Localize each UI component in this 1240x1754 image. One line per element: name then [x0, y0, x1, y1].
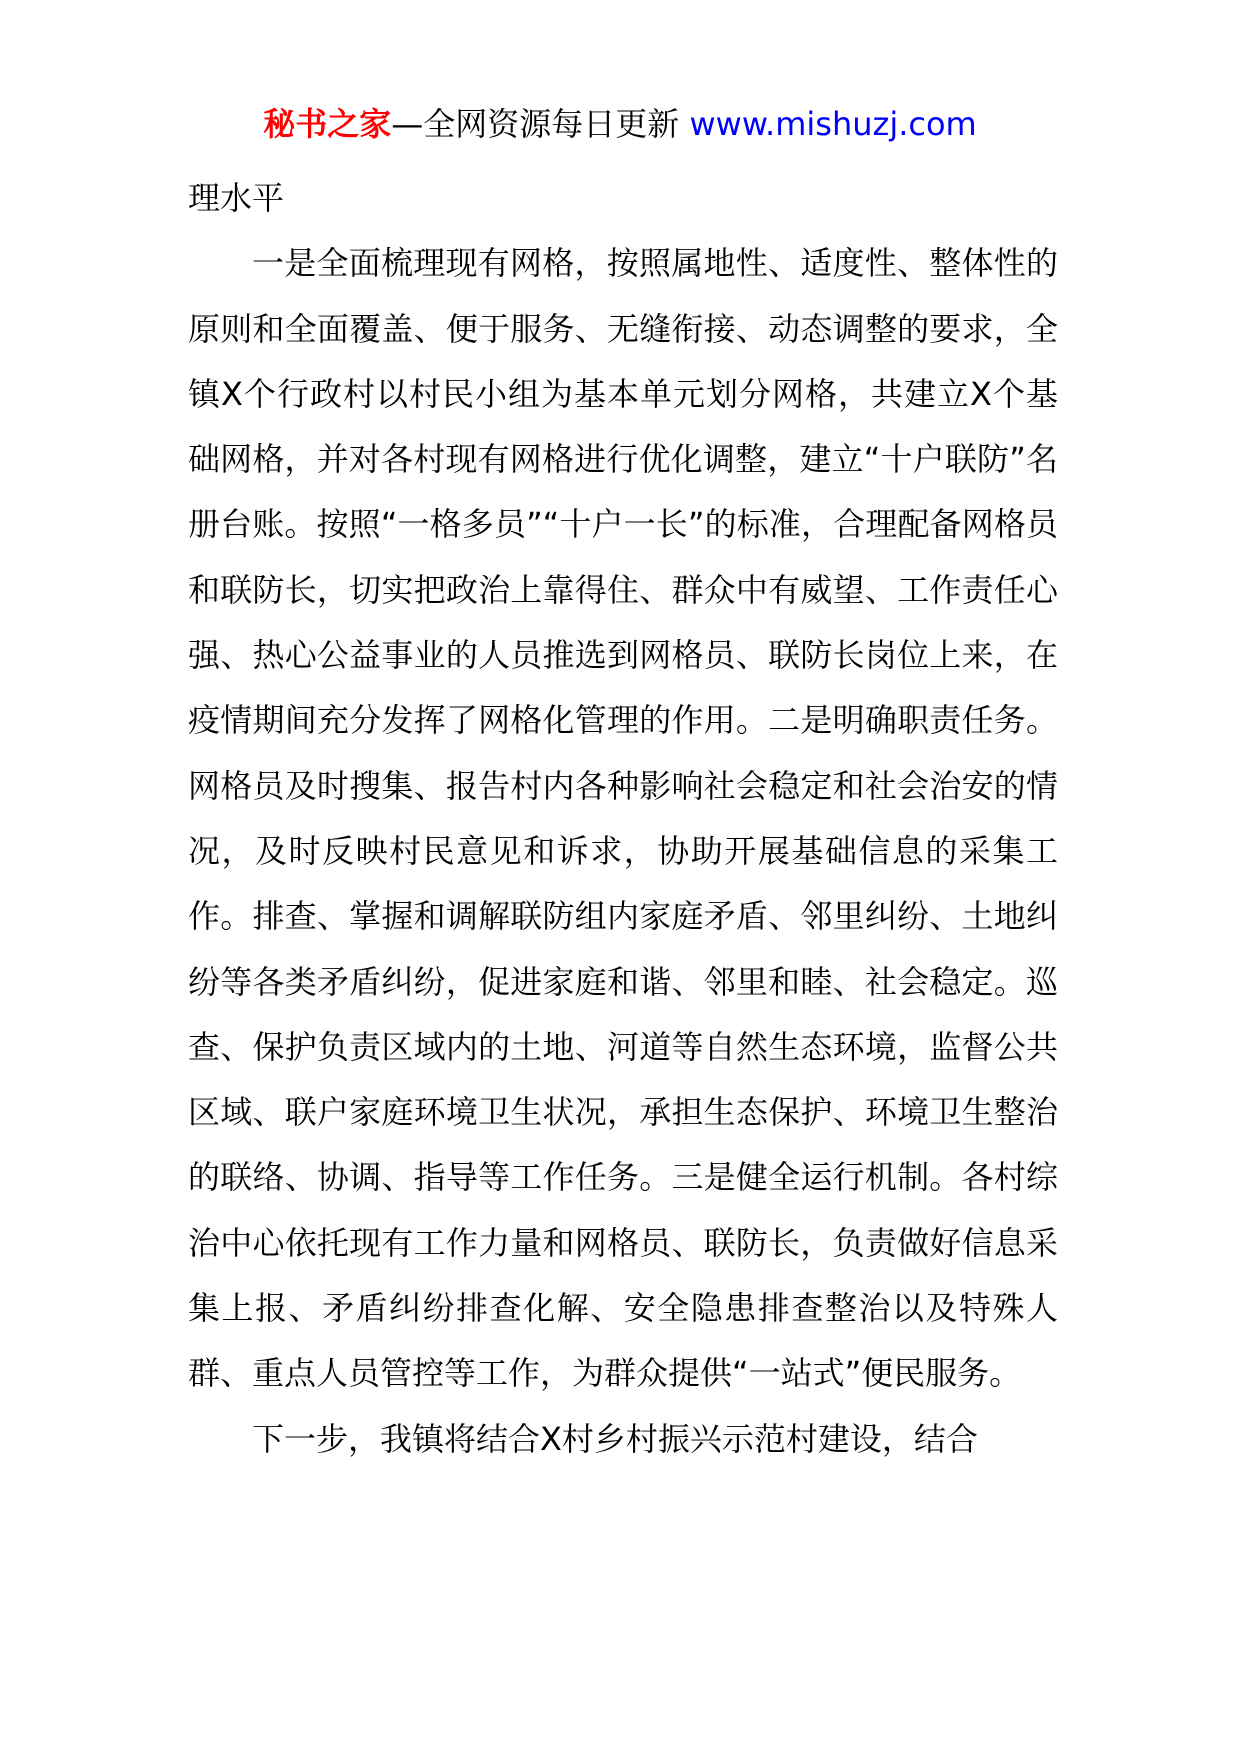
- header-slogan: —全网资源每日更新: [391, 105, 680, 143]
- brand-name: 秘书之家: [263, 105, 392, 143]
- paragraph-continuation: 理水平: [188, 179, 285, 217]
- site-header: [0, 98, 1240, 150]
- document-body: [188, 166, 1058, 1472]
- site-url-link[interactable]: www.mishuzj.com: [689, 105, 977, 143]
- paragraph-next-step: 下一步，我镇将结合X村乡村振兴示范村建设，结合: [252, 1419, 978, 1458]
- paragraph-grid-management: 一是全面梳理现有网格，按照属地性、适度性、整体性的原则和全面覆盖、便于服务、无缝衔接、动态调整的要求，全镇X个行政村以村民小组为基本单元划分网格，共建立X个基础网格，并对各村现有网格进行优化调整，建立“十户联防”名册台账。按照“一格多员”“十户一长”的标准，合理配备网格员和联防长，切实把政治上靠得住、群众中有威望、工作责任心强、热心公益事业的人员推选到网格员、联防长岗位上来，在疫情期间充分发挥了网格化管理的作用。二是明确职责任务。网格员及时搜集、报告村内各种影响社会稳定和社会治安的情况，及时反映村民意见和诉求，协助开展基础信息的采集工作。排查、掌握和调解联防组内家庭矛盾、邻里纠纷、土地纠纷等各类矛盾纠纷，促进家庭和谐、邻里和睦、社会稳定。巡查、保护负责区域内的土地、河道等自然生态环境，监督公共区域、联户家庭环境卫生状况，承担生态保护、环境卫生整治的联络、协调、指导等工作任务。三是健全运行机制。各村综治中心依托现有工作力量和网格员、联防长，负责做好信息采集上报、矛盾纠纷排查化解、安全隐患排查整治以及特殊人群、重点人员管控等工作，为群众提供“一站式”便民服务。: [188, 244, 1058, 1393]
